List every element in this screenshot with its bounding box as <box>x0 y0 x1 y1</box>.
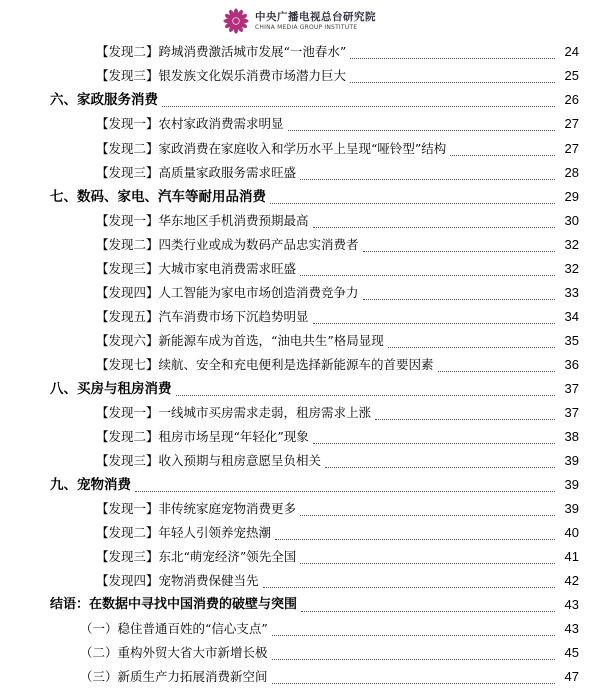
toc-entry-title <box>96 308 309 326</box>
toc-entry-title <box>80 644 268 662</box>
toc-entry-text: 大城市家电消费需求旺盛 <box>158 261 297 276</box>
toc-subsection-row[interactable] <box>0 617 593 641</box>
dot-leader <box>272 659 555 660</box>
toc-subsection-row[interactable] <box>0 641 593 665</box>
toc-finding-row[interactable] <box>0 64 593 88</box>
toc-entry-title <box>96 428 309 446</box>
toc-finding-row[interactable] <box>0 401 593 425</box>
toc-entry-text: 华东地区手机消费预期最高 <box>158 213 309 228</box>
dot-leader <box>325 467 555 468</box>
finding-tag: 【发现三】 <box>96 165 159 180</box>
toc-entry-title <box>50 91 158 109</box>
toc-finding-row[interactable] <box>0 497 593 521</box>
toc-finding-row[interactable] <box>0 40 593 64</box>
finding-tag: 【发现三】 <box>96 261 159 276</box>
finding-tag: 【发现二】 <box>96 237 159 252</box>
dot-leader <box>313 323 555 324</box>
finding-tag: 【发现二】 <box>96 525 159 540</box>
finding-tag: 【发现六】 <box>96 333 159 348</box>
page-number: 33 <box>564 285 579 300</box>
dot-leader <box>350 58 555 59</box>
toc-entry-text: 结语：在数据中寻找中国消费的破壁与突围 <box>50 597 298 612</box>
toc-entry-title <box>96 43 346 61</box>
toc-entry-text: 九、宠物消费 <box>50 477 131 493</box>
page-number: 41 <box>564 549 579 564</box>
toc-entry-text: 东北“萌宠经济”领先全国 <box>158 549 297 564</box>
dot-leader <box>162 106 555 107</box>
toc-entry-title <box>50 380 172 398</box>
toc-finding-row[interactable] <box>0 137 593 161</box>
page-number: 30 <box>564 213 579 228</box>
dot-leader <box>313 443 555 444</box>
toc-entry-title <box>96 164 296 182</box>
page-number: 28 <box>564 165 579 180</box>
toc-entry-text: 跨城消费激活城市发展“一池春水” <box>158 44 347 59</box>
toc-finding-row[interactable] <box>0 545 593 569</box>
toc-finding-row[interactable] <box>0 281 593 305</box>
finding-tag: 【发现三】 <box>96 453 159 468</box>
toc-entry-title <box>96 572 259 590</box>
dot-leader <box>300 563 555 564</box>
dot-leader <box>438 371 555 372</box>
finding-tag: 【发现四】 <box>96 285 159 300</box>
page-number: 39 <box>564 477 579 492</box>
finding-tag: 【发现二】 <box>96 429 159 444</box>
toc-finding-row[interactable] <box>0 569 593 593</box>
toc-entry-title <box>96 284 359 302</box>
toc-entry-text: 一线城市买房需求走弱，租房需求上涨 <box>158 405 372 420</box>
page-number: 42 <box>564 573 579 588</box>
page-number: 47 <box>564 669 579 684</box>
dot-leader <box>301 611 555 612</box>
dot-leader <box>350 82 555 83</box>
dot-leader <box>363 251 555 252</box>
toc-entry-title <box>96 404 371 422</box>
toc-entry-text: 续航、安全和充电便利是选择新能源车的首要因素 <box>158 357 434 372</box>
finding-tag: 【发现二】 <box>96 44 159 59</box>
page-number: 25 <box>564 68 579 83</box>
toc-entry-title <box>96 115 284 133</box>
dot-leader <box>300 515 555 516</box>
finding-tag: 【发现一】 <box>96 116 159 131</box>
toc-entry-text: （二）重构外贸大省大市新增长极 <box>80 645 268 660</box>
toc-finding-row[interactable] <box>0 305 593 329</box>
toc-entry-text: 收入预期与租房意愿呈负相关 <box>158 453 322 468</box>
finding-tag: 【发现三】 <box>96 549 159 564</box>
dot-leader <box>450 155 555 156</box>
dot-leader <box>272 683 555 684</box>
finding-tag: 【发现一】 <box>96 501 159 516</box>
dot-leader <box>176 395 555 396</box>
dot-leader <box>313 227 555 228</box>
toc-finding-row[interactable] <box>0 233 593 257</box>
toc-entry-title <box>96 236 359 254</box>
page-header <box>222 6 376 36</box>
logo-text <box>255 11 376 32</box>
dot-leader <box>300 179 555 180</box>
toc-entry-title <box>50 596 297 614</box>
toc-finding-row[interactable] <box>0 112 593 136</box>
toc-entry-title <box>96 452 321 470</box>
toc-entry-text: 人工智能为家电市场创造消费竞争力 <box>158 285 359 300</box>
toc-finding-row[interactable] <box>0 257 593 281</box>
finding-tag: 【发现二】 <box>96 141 159 156</box>
toc-subsection-row[interactable] <box>0 665 593 689</box>
toc-entry-text: 六、家政服务消费 <box>50 92 158 108</box>
finding-tag: 【发现五】 <box>96 309 159 324</box>
dot-leader <box>270 203 555 204</box>
finding-tag: 【发现七】 <box>96 357 159 372</box>
toc-finding-row[interactable] <box>0 521 593 545</box>
toc-entry-title <box>96 212 309 230</box>
toc-entry-text: 家政消费在家庭收入和学历水平上呈现“哑铃型”结构 <box>158 141 447 156</box>
dot-leader <box>272 635 555 636</box>
toc-entry-title <box>96 524 271 542</box>
toc-entry-title <box>96 548 296 566</box>
toc-entry-title <box>96 67 346 85</box>
org-name-en: CHINA MEDIA GROUP INSTITUTE <box>255 23 358 31</box>
page-number: 35 <box>564 333 579 348</box>
page-number: 32 <box>564 261 579 276</box>
dot-leader <box>375 419 555 420</box>
finding-tag: 【发现四】 <box>96 573 159 588</box>
toc-entry-title <box>96 356 434 374</box>
dot-leader <box>388 347 555 348</box>
cmg-institute-logo-icon <box>222 7 250 35</box>
page-number: 27 <box>564 141 579 156</box>
finding-tag: 【发现三】 <box>96 68 159 83</box>
toc-finding-row[interactable] <box>0 161 593 185</box>
toc-entry-text: 汽车消费市场下沉趋势明显 <box>158 309 309 324</box>
page-number: 29 <box>564 189 579 204</box>
toc-conclusion-row[interactable] <box>0 593 593 617</box>
toc-entry-title <box>96 500 296 518</box>
page-number: 37 <box>564 381 579 396</box>
toc-section-row[interactable] <box>0 473 593 497</box>
toc-entry-text: 农村家政消费需求明显 <box>158 116 284 131</box>
toc-entry-text: 年轻人引领养宠热潮 <box>158 525 272 540</box>
toc-entry-text: 高质量家政服务需求旺盛 <box>158 165 297 180</box>
toc-entry-text: 银发族文化娱乐消费市场潜力巨大 <box>158 68 347 83</box>
toc-finding-row[interactable] <box>0 353 593 377</box>
page-number: 34 <box>564 309 579 324</box>
toc-entry-title <box>80 668 268 686</box>
toc-finding-row[interactable] <box>0 209 593 233</box>
toc-section-row[interactable] <box>0 88 593 112</box>
page-number: 43 <box>564 597 579 612</box>
finding-tag: 【发现一】 <box>96 405 159 420</box>
toc-entry-title <box>96 332 384 350</box>
toc-entry-title <box>80 620 268 638</box>
toc-entry-text: 四类行业或成为数码产品忠实消费者 <box>158 237 359 252</box>
toc-section-row[interactable] <box>0 377 593 401</box>
org-name-cn: 中央广播电视总台研究院 <box>255 10 376 23</box>
toc-entry-title <box>50 476 131 494</box>
toc-entry-title <box>96 260 296 278</box>
page-number: 40 <box>564 525 579 540</box>
toc-entry-text: 非传统家庭宠物消费更多 <box>158 501 297 516</box>
page-number: 39 <box>564 501 579 516</box>
toc-entry-title <box>96 140 446 158</box>
dot-leader <box>263 587 555 588</box>
toc-finding-row[interactable] <box>0 449 593 473</box>
page-number: 27 <box>564 116 579 131</box>
toc-finding-row[interactable] <box>0 425 593 449</box>
dot-leader <box>135 491 555 492</box>
page-number: 26 <box>564 92 579 107</box>
toc-entry-text: 七、数码、家电、汽车等耐用品消费 <box>50 189 266 205</box>
dot-leader <box>288 130 555 131</box>
page-number: 32 <box>564 237 579 252</box>
page-number: 39 <box>564 453 579 468</box>
toc-finding-row[interactable] <box>0 329 593 353</box>
toc-entry-text: 宠物消费保健当先 <box>158 573 259 588</box>
finding-tag: 【发现一】 <box>96 213 159 228</box>
dot-leader <box>300 275 555 276</box>
page-number: 36 <box>564 357 579 372</box>
page-number: 43 <box>564 621 579 636</box>
toc-entry-text: 新能源车成为首选，“油电共生”格局显现 <box>158 333 384 348</box>
toc-entry-title <box>50 188 266 206</box>
toc-entry-text: 租房市场呈现“年轻化”现象 <box>158 429 309 444</box>
page-number: 37 <box>564 405 579 420</box>
page-number: 38 <box>564 429 579 444</box>
toc-section-row[interactable] <box>0 185 593 209</box>
dot-leader <box>363 299 555 300</box>
toc-entry-text: （三）新质生产力拓展消费新空间 <box>80 669 268 684</box>
dot-leader <box>275 539 555 540</box>
page-number: 45 <box>564 645 579 660</box>
toc-entry-text: 八、买房与租房消费 <box>50 381 172 397</box>
page-number: 24 <box>564 44 579 59</box>
toc-entry-text: （一）稳住普通百姓的“信心支点” <box>80 621 268 636</box>
